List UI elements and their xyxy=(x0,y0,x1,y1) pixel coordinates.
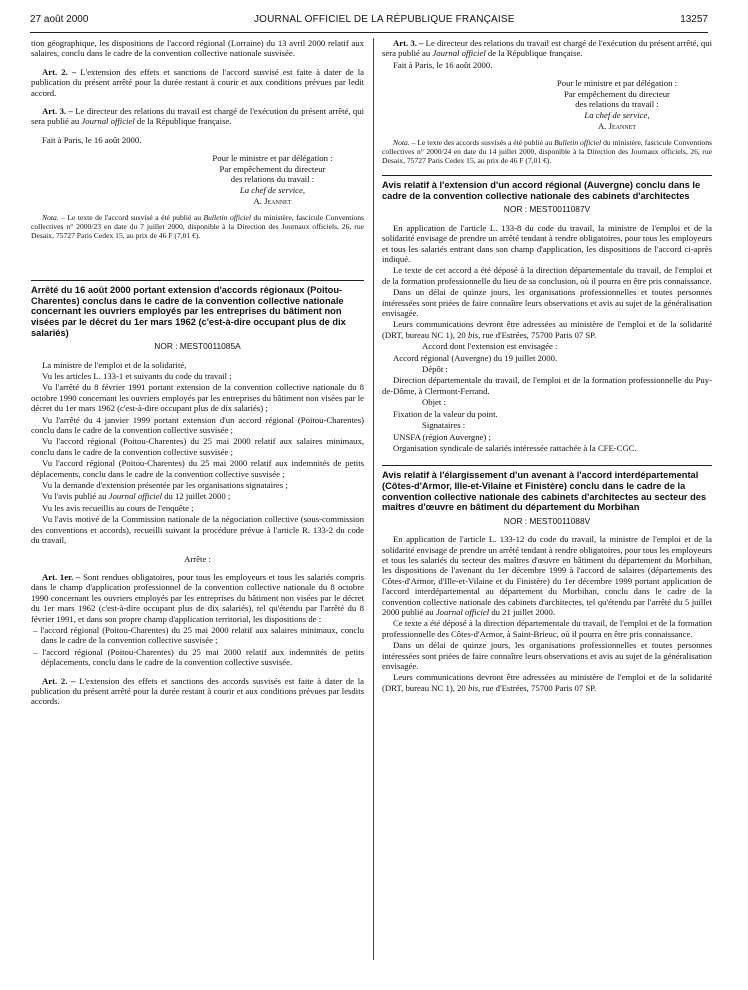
section-rule xyxy=(382,175,712,176)
signature-line: des relations du travail : xyxy=(230,174,315,185)
field-value: Fixation de la valeur du point. xyxy=(393,408,498,419)
article-label: Art. 2. – xyxy=(42,675,76,686)
nota-label: Nota. xyxy=(393,138,410,148)
nota-label: Nota. xyxy=(42,213,59,223)
field-label: Signataires : xyxy=(422,420,466,431)
signature-line: Par empêchement du directeur xyxy=(219,163,326,174)
article-label: Art. 3. – xyxy=(393,38,424,48)
paragraph: Leurs communications devront être adressées au ministère de l'emploi et de la solidarité (DRT, bureau NC 1), 20 bis, rue d'Estrées, 75700 Paris 07 SP. xyxy=(382,319,712,340)
list-item: – l'accord régional (Poitou-Charentes) du 25 mai 2000 relatif aux salaires minimaux, conclu dans le cadre de la convention collective susvisée ; xyxy=(33,624,364,646)
signatory-name: A. Jeannet xyxy=(253,195,292,206)
signature-block xyxy=(181,153,364,206)
article-1 xyxy=(31,572,364,624)
journal-officiel-ref: Journal officiel xyxy=(81,116,135,127)
article-text: L'extension des effets et sanctions des accords susvisés est faite à dater de la publication du présent arrêté pour la durée restant à courir et aux conditions prévues par lesdits accords. xyxy=(31,675,364,707)
visa-item: Vu la demande d'extension présentée par les organisations signataires ; xyxy=(42,480,288,491)
paragraph: tion géographique, les dispositions de l'accord régional (Lorraine) du 13 avril 2000 relatif aux salaires, conclu dans le cadre de la convention collective nationale susvisée. xyxy=(31,38,364,59)
field-value: UNSFA (région Auvergne) ; xyxy=(393,431,491,442)
paragraph: Leurs communications devront être adressées au ministère de l'emploi et de la solidarité (DRT, bureau NC 1), 20 bis, rue d'Estrées, 75700 Paris 07 SP. xyxy=(382,672,712,693)
nota-note: Nota. – Le texte de l'accord susvisé a été publié au Bulletin officiel du ministère, fascicule Conventions collectives n° 2000/23 en date du 7 juillet 2000, disponible à la Direction des Journaux officiels, 26, rue Desaix, 75727 Paris Cedex 15, au prix de 46 F (7,01 €). xyxy=(31,213,364,241)
avis-title: Avis relatif à l'élargissement d'un avenant à l'accord interdépartemental (Côtes-d'Armor, Ille-et-Vilaine et Finistère) conclu dans le cadre de la convention collective nationale des cabinets d'architectes au secteur des maîtres d'œuvre en bâtiment du département du Morbihan xyxy=(382,470,707,513)
visa-item: Vu les articles L. 133-1 et suivants du code du travail ; xyxy=(42,371,232,381)
article-text: Le directeur des relations du travail est chargé de l'exécution du présent arrêté, qui sera publié au xyxy=(31,106,364,127)
nor-reference: NOR : MESТ0011087V xyxy=(503,204,591,215)
signature-line: des relations du travail : xyxy=(575,99,659,110)
section-rule xyxy=(382,465,712,466)
article-label: Art. 1er. – xyxy=(42,571,81,582)
field-label: Objet : xyxy=(422,397,446,408)
article-3: Art. 3. – Le directeur des relations du travail est chargé de l'exécution du présent arrêté, qui sera publié au Journal officiel de la République française. xyxy=(382,38,712,59)
nor-reference: NOR : MESТ0011088V xyxy=(503,515,591,526)
field-label: Dépôt : xyxy=(422,364,448,375)
signature-date: Fait à Paris, le 16 août 2000. xyxy=(393,59,493,70)
signature-line: Pour le ministre et par délégation : xyxy=(556,78,678,89)
article-text: de la République française. xyxy=(134,116,232,127)
visa-item: Vu les avis recueillis au cours de l'enquête ; xyxy=(42,502,194,513)
field-value: Accord régional (Auvergne) du 19 juillet 2000. xyxy=(393,352,558,363)
arrete-title: Arrêté du 16 août 2000 portant extension d'accords régionaux (Poitou-Charentes) conclus dans le cadre de la convention collective nationale concernant les ouvriers employés par les entreprises du bâtiment non visées par le décret du 1er mars 1962 (c'est-à-dire occupant plus de dix salariés) xyxy=(31,285,346,338)
header-rule xyxy=(30,32,708,33)
paragraph: En application de l'article L. 133-12 du code du travail, la ministre de l'emploi et de la solidarité envisage de prendre un arrêté tendant à rendre obligatoires, pour tous les employeurs et tous les salariés du secteur des maîtres d'œuvre en bâtiment du département du Morbihan, les dispositions de l'avenant du 1er décembre 1999 à l'accord de salaires (départements des Côtes-d'Armor, d'Ille-et-Vilaine et du Finistère) du 1er décembre 1999 portant application de l'accord interdépartemental au département du Morbihan, conclu dans le cadre de la convention collective nationale des cabinets d'architectes, tel qu'étendu par l'arrêté du 5 juillet 2000 publié au Journal officiel du 21 juillet 2000. xyxy=(382,534,712,617)
arrete-heading: Arrête : xyxy=(184,553,211,564)
visa-item: Vu l'arrêté du 4 janvier 1999 portant extension d'un accord régional (Poitou-Charentes) conclu dans le cadre de la convention collective susvisée ; xyxy=(31,414,364,436)
signature-block xyxy=(522,78,712,131)
article-label: Art. 3. – xyxy=(42,106,73,117)
field-value: Organisation syndicale de salariés intéressée rattachée à la CFE-CGC. xyxy=(393,442,637,453)
visa-intro: La ministre de l'emploi et de la solidarité, xyxy=(42,359,187,370)
paragraph: Ce texte a été déposé à la direction départementale du travail, de l'emploi et de la formation professionnelle des Côtes-d'Armor, à Saint-Brieuc, où il pourra en être pris connaissance. xyxy=(382,618,712,639)
signatory-name: A. Jeannet xyxy=(598,120,636,131)
visa-item: Vu l'arrêté du 8 février 1991 portant extension de la convention collective nationale du 8 octobre 1990 concernant les ouvriers employés par les entreprises du bâtiment non visées par le décret du 1er mars 1962 (c'est-à-dire occupant plus de dix salariés) ; xyxy=(31,382,364,414)
header-title: JOURNAL OFFICIEL DE LA RÉPUBLIQUE FRANÇAISE xyxy=(253,14,515,25)
article-2 xyxy=(31,67,364,98)
signature-line: Par empêchement du directeur xyxy=(564,88,670,99)
signature-line: La chef de service, xyxy=(239,185,306,196)
list-item: – l'accord régional (Poitou-Charentes) du 25 mai 2000 relatif aux indemnités de petits déplacements, conclu dans le cadre de la convention collective susvisée. xyxy=(33,646,364,668)
header-page-number: 13257 xyxy=(680,14,708,25)
section-rule xyxy=(31,280,364,281)
visa-item: Vu l'avis motivé de la Commission nationale de la négociation collective (sous-commission des conventions et accords), recueilli suivant la procédure prévue à l'article R. 133-2 du code du travail, xyxy=(31,514,364,546)
nor-reference: NOR : MESТ0011085A xyxy=(154,341,241,352)
visa-item: Vu l'avis publié au Journal officiel du 12 juillet 2000 ; xyxy=(42,491,231,502)
paragraph: En application de l'article L. 133-8 du code du travail, la ministre de l'emploi et de la solidarité envisage de prendre un arrêté tendant à rendre obligatoires, pour tous les employeurs et tous les salariés entrant dans son champ d'application, les dispositions de l'accord ci-après indiqué. xyxy=(382,222,712,264)
article-text: Sont rendues obligatoires, pour tous les employeurs et tous les salariés compris dans le champ d'application professionnel de la convention collective nationale du 8 octobre 1990 concernant les ouvriers employés par les entreprises du bâtiment non visées par le décret du 1er mars 1962 (c'est-à-dire occupant plus de dix salariés), tel qu'étendu par l'arrêté du 8 février 1991, et dans son propre champ d'application territorial, les dispositions de : xyxy=(31,571,365,624)
paragraph: Le texte de cet accord a été déposé à la direction départementale du travail, de l'emploi et de la formation professionnelle du lieu de sa conclusion, où il pourra en être pris connaissance. xyxy=(382,265,712,286)
visa-item: Vu l'accord régional (Poitou-Charentes) du 25 mai 2000 relatif aux salaires minimaux, conclu dans le cadre de la convention collective susvisée ; xyxy=(31,436,364,457)
signature-date: Fait à Paris, le 16 août 2000. xyxy=(42,134,142,145)
nota-note: Nota. – Le texte des accords susvisés a été publié au Bulletin officiel du ministère, fascicule Conventions collectives n° 2000/24 en date du 14 juillet 2000, disponible à la Direction des Journaux officiels, 26, rue Desaix, 75727 Paris Cedex 15, au prix de 46 F (7,01 €). xyxy=(382,138,712,166)
article-3 xyxy=(31,106,364,127)
article-2b xyxy=(31,676,364,707)
left-column xyxy=(31,38,364,708)
avis-title: Avis relatif à l'extension d'un accord régional (Auvergne) conclu dans le cadre de la convention collective nationale des cabinets d'architectes xyxy=(382,180,701,201)
article-label: Art. 2. – xyxy=(42,66,77,77)
page-header xyxy=(30,14,708,25)
header-date: 27 août 2000 xyxy=(30,14,89,25)
field-label: Accord dont l'extension est envisagée : xyxy=(422,341,558,352)
right-column xyxy=(382,38,712,694)
paragraph: Dans un délai de quinze jours, les organisations professionnelles et toutes personnes intéressées sont priées de faire connaître leurs observations et avis au sujet de la généralisation envisagée. xyxy=(382,287,712,319)
paragraph: Dans un délai de quinze jours, les organisations professionnelles et toutes personnes intéressées sont priées de faire connaître leurs observations et avis au sujet de la généralisation envisagée. xyxy=(382,640,712,671)
signature-line: La chef de service, xyxy=(584,110,650,120)
visa-item: Vu l'accord régional (Poitou-Charentes) du 25 mai 2000 relatif aux indemnités de petits déplacements, conclu dans le cadre de la convention collective susvisée ; xyxy=(31,458,364,479)
signature-line: Pour le ministre et par délégation : xyxy=(212,153,333,164)
article-text: L'extension des effets et sanctions de l'accord susvisé est faite à dater de la publication du présent arrêté pour la durée restant à courir et aux conditions prévues par ledit accord. xyxy=(31,66,364,98)
column-divider xyxy=(373,38,374,960)
field-value: Direction départementale du travail, de l'emploi et de la formation professionnelle du Puy-de-Dôme, à Clermont-Ferrand. xyxy=(382,375,712,396)
